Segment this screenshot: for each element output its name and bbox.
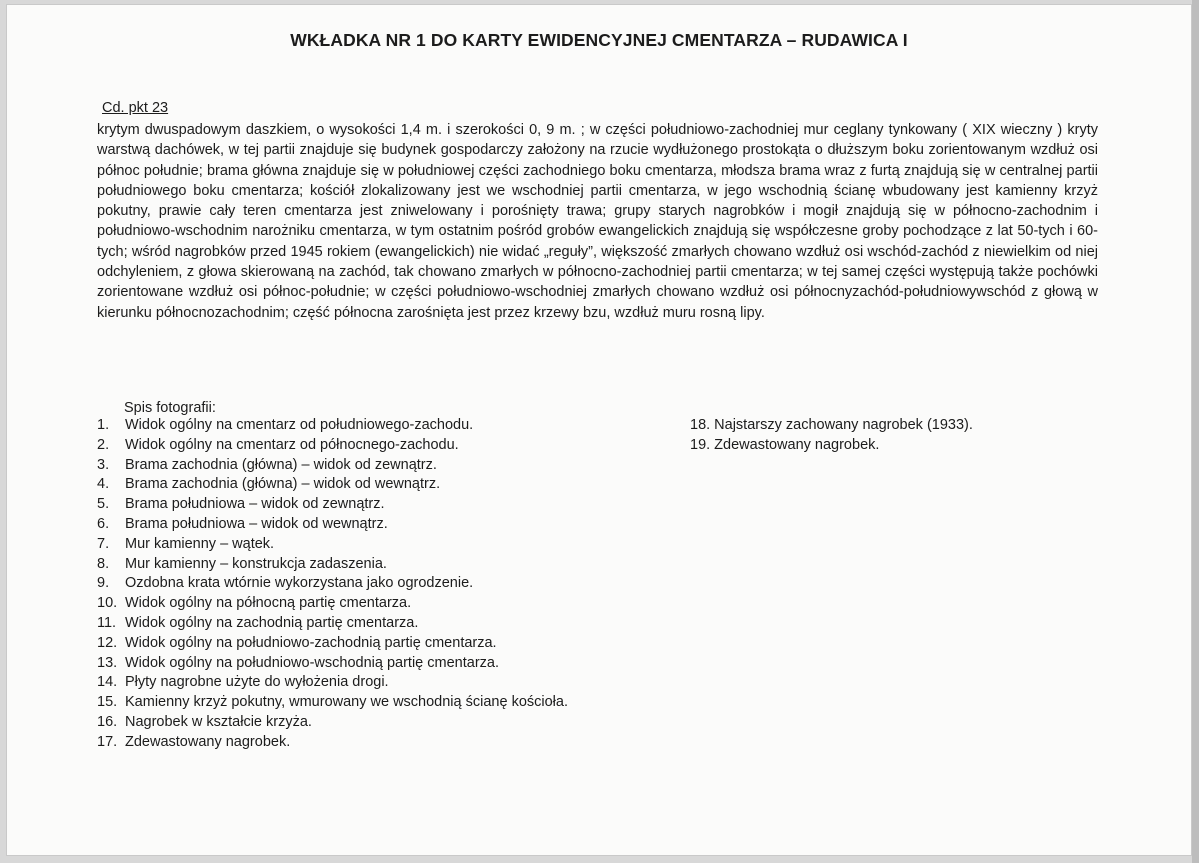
- list-item-number: 4.: [97, 476, 110, 493]
- list-item-text: Nagrobek w kształcie krzyża.: [125, 713, 312, 730]
- photos-heading: Spis fotografii:: [124, 400, 216, 416]
- list-item-number: 2.: [97, 436, 110, 453]
- list-item: [97, 574, 568, 594]
- list-item: [97, 555, 568, 575]
- list-item: [97, 515, 568, 535]
- list-item: [97, 693, 568, 713]
- list-item-number: 10.: [97, 595, 118, 612]
- list-item-text: Widok ogólny na cmentarz od południowego-zachodu.: [125, 417, 474, 433]
- list-item-number: 7.: [97, 535, 110, 552]
- list-item-number: 17.: [97, 733, 118, 750]
- document-title: WKŁADKA NR 1 DO KARTY EWIDENCYJNEJ CMENTARZA – RUDAWICA I: [290, 30, 908, 50]
- document-page: [6, 4, 1192, 856]
- scan-edge: [1192, 0, 1199, 863]
- list-item: [97, 614, 568, 634]
- list-item-number: 8.: [97, 555, 110, 572]
- list-item-text: Brama południowa – widok od wewnątrz.: [125, 515, 388, 532]
- list-item: [690, 436, 973, 456]
- list-item-text: Ozdobna krata wtórnie wykorzystana jako ogrodzenie.: [125, 575, 474, 592]
- list-item-text: Kamienny krzyż pokutny, wmurowany we wschodnią ścianę kościoła.: [125, 694, 568, 711]
- list-item: [97, 475, 568, 495]
- list-item-text: Brama południowa – widok od zewnątrz.: [125, 496, 385, 513]
- list-item-text: Zdewastowany nagrobek.: [125, 733, 291, 750]
- list-item: [97, 654, 568, 674]
- description-paragraph: krytym dwuspadowym daszkiem, o wysokości 1,4 m. i szerokości 0, 9 m. ; w części południowo-zachodniej mur ceglany tynkowany ( XIX wieczny ) kryty warstwą dachówek, w tej partii znajduje się budynek gospodarczy założony na rzucie wydłużonego prostokąta o dłuższym boku zorientowanym wzdłuż osi północ południe; brama główna znajduje się w południowej części zachodniego boku cmentarza, młodsza brama wraz z furtą znajdują się w centralnej partii południowego boku cmentarza; kościół zlokalizowany jest we wschodniej partii cmentarza, w jego wschodnią ścianę wbudowany jest kamienny krzyż pokutny, prawie cały teren cmentarza jest zniwelowany i porośnięty trawa; grupy starych nagrobków i mogił znajdują się w północno-zachodnim i południowo-wschodnim narożniku cmentarza, w tym ostatnim pośród grobów ewangelickich znajdują się współczesne groby pochodzące z lat 50-tych i 60-tych; wśród nagrobków przed 1945 rokiem (ewangelickich) nie widać „reguły”, większość zmarłych chowano wzdłuż osi wschód-zachód z niewielkim od niej odchyleniem, z głowa skierowaną na zachód, tak chowano zmarłych w północno-zachodniej partii cmentarza; w tej samej części występują także pochówki zorientowane wzdłuż osi północ-południe; w części południowo-wschodniej zmarłych chowano wzdłuż osi północnyzachód-południowywschód z głową w kierunku północnozachodnim; część północna zarośnięta jest przez krzewy bzu, wzdłuż muru rosną lipy.: [97, 122, 1098, 321]
- list-item-number: 15.: [97, 694, 118, 711]
- list-item: [97, 634, 568, 654]
- list-item-number: 12.: [97, 634, 118, 651]
- list-item-number: 5.: [97, 496, 110, 513]
- list-item-text: Widok ogólny na cmentarz od północnego-zachodu.: [125, 436, 459, 453]
- list-item-number: 19.: [690, 436, 711, 453]
- list-item: [97, 416, 568, 436]
- list-item: [97, 594, 568, 614]
- section-reference: Cd. pkt 23: [102, 100, 169, 116]
- list-item-text: Brama zachodnia (główna) – widok od wewnątrz.: [125, 476, 441, 493]
- list-item-number: 3.: [97, 456, 110, 473]
- list-item-text: Widok ogólny na południowo-zachodnią partię cmentarza.: [125, 634, 497, 651]
- list-item-number: 1.: [97, 417, 110, 433]
- list-item-text: Mur kamienny – wątek.: [125, 535, 275, 552]
- list-item-number: 14.: [97, 674, 118, 691]
- list-item-text: Widok ogólny na zachodnią partię cmentarza.: [125, 614, 419, 631]
- list-item-text: Najstarszy zachowany nagrobek (1933).: [714, 417, 973, 433]
- list-item: [97, 436, 568, 456]
- list-item: [97, 535, 568, 555]
- list-item: [97, 495, 568, 515]
- list-item: [97, 733, 568, 753]
- photo-list-right: [690, 416, 973, 456]
- list-item-number: 11.: [97, 614, 117, 631]
- list-item-number: 16.: [97, 713, 118, 730]
- list-item-number: 6.: [97, 515, 110, 532]
- list-item-text: Widok ogólny na południowo-wschodnią partię cmentarza.: [125, 654, 499, 671]
- list-item: [690, 416, 973, 436]
- list-item-text: Zdewastowany nagrobek.: [714, 436, 880, 453]
- list-item: [97, 456, 568, 476]
- list-item: [97, 673, 568, 693]
- list-item-number: 18.: [690, 417, 711, 433]
- list-item-number: 13.: [97, 654, 118, 671]
- list-item: [97, 713, 568, 733]
- photo-list-left: [97, 416, 568, 753]
- list-item-text: Widok ogólny na północną partię cmentarza.: [125, 595, 412, 612]
- list-item-text: Płyty nagrobne użyte do wyłożenia drogi.: [125, 674, 389, 691]
- list-item-text: Mur kamienny – konstrukcja zadaszenia.: [125, 555, 387, 572]
- list-item-number: 9.: [97, 575, 110, 592]
- list-item-text: Brama zachodnia (główna) – widok od zewnątrz.: [125, 456, 437, 473]
